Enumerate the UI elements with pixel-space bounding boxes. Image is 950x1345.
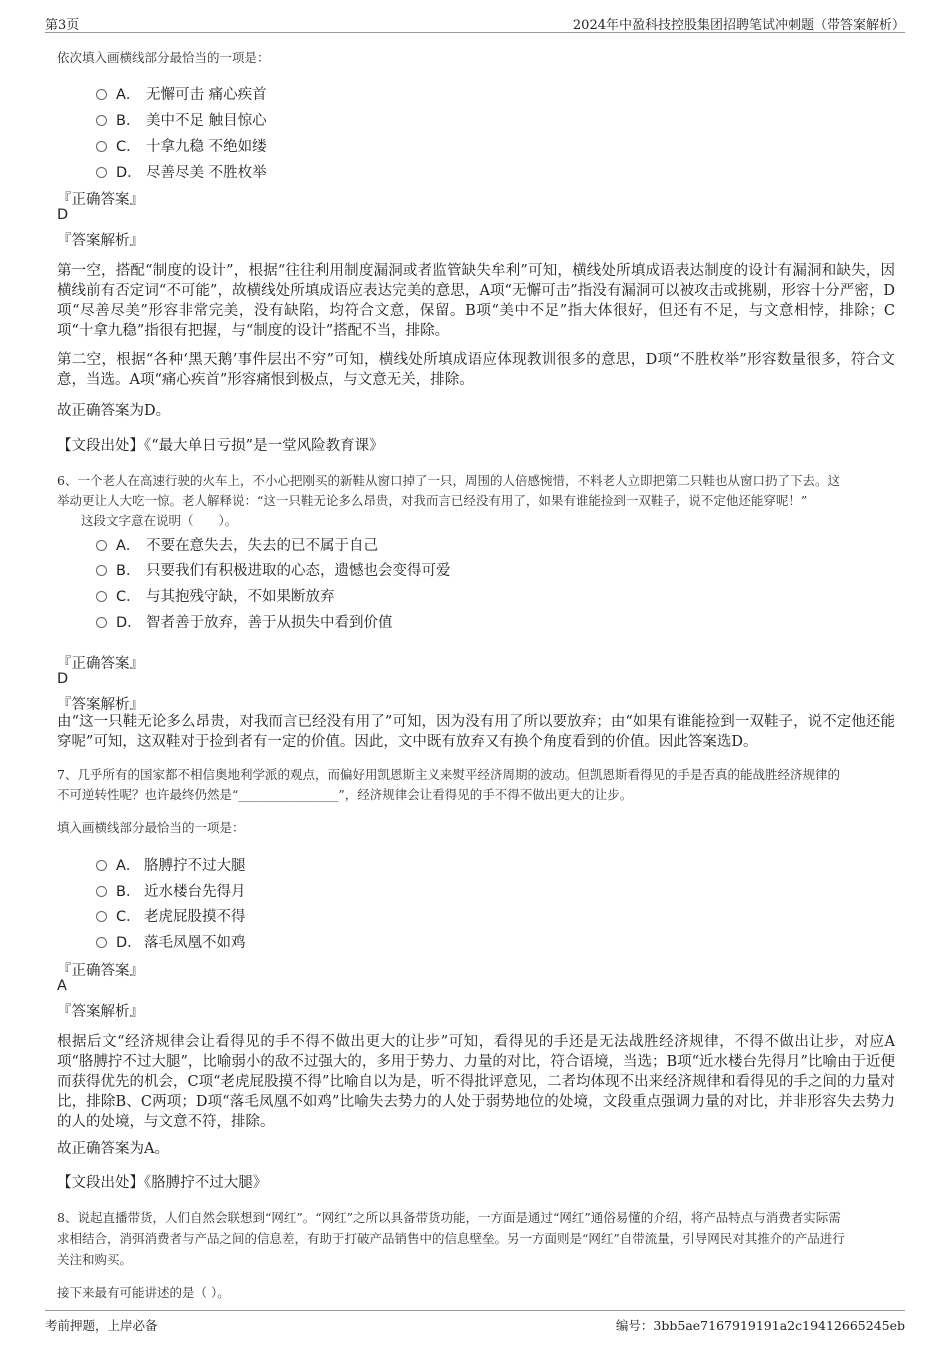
- q8-prompt: 接下来最有可能讲述的是（ ）。: [57, 1285, 230, 1300]
- q6-analysis: 由“这一只鞋无论多么昂贵，对我而言已经没有用了”可知，因为没有用了所以要放弃；由“如果有谁能捡到一双鞋子，说不定他还能穿呢”可知，这双鞋对于捡到者有一定的价值。因此，文中既有放弃又有换个角度看到的价值。因此答案选D。: [57, 714, 895, 750]
- radio-icon[interactable]: [96, 565, 107, 576]
- q6-option-d[interactable]: D． 智者善于放弃，善于从损失中看到价值: [96, 611, 393, 632]
- q5-option-d[interactable]: D． 尽善尽美 不胜枚举: [96, 161, 267, 182]
- q5-answer: D: [57, 207, 69, 223]
- q7-stem-line2: 不可逆转性呢？也许最终仍然是“________________”，经济规律会让看得见的手不得不做出更大的让步。: [57, 787, 633, 802]
- q7-analysis-label: 『答案解析』: [57, 1004, 144, 1020]
- q5-option-a[interactable]: A． 无懈可击 痛心疾首: [96, 83, 267, 104]
- q5-option-b[interactable]: B． 美中不足 触目惊心: [96, 109, 267, 130]
- q7-analysis-p1: 根据后文“经济规律会让看得见的手不得不做出更大的让步”可知，看得见的手还是无法战胜经济规律，不得不做出让步，对应A项“胳膊拧不过大腿”，比喻弱小的敌不过强大的，多用于势力、力量的对比，符合语境，当选；B项“近水楼台先得月”比喻由于近便而获得优先的机会，C项“老虎屁股摸不得”比喻自以为是，听不得批评意见，二者均体现不出来经济规律和看得见的手之间的力量对比，排除B、C两项；D项“落毛凤凰不如鸡”比喻失去势力的人处于弱势地位的处境，文段重点强调力量的对比，并非形容失去势力的人的处境，与文意不符，排除。: [57, 1034, 895, 1130]
- page-number: 第3页: [45, 18, 80, 33]
- q7-analysis-p2: 故正确答案为A。: [57, 1141, 169, 1157]
- q7-option-d[interactable]: D． 落毛凤凰不如鸡: [96, 931, 246, 952]
- q7-answer: A: [57, 978, 67, 994]
- radio-icon[interactable]: [96, 89, 107, 100]
- radio-icon[interactable]: [96, 591, 107, 602]
- q7-option-b[interactable]: B． 近水楼台先得月: [96, 880, 246, 901]
- q7-prompt: 填入画横线部分最恰当的一项是：: [57, 820, 245, 835]
- q5-option-c[interactable]: C． 十拿九稳 不绝如缕: [96, 135, 267, 156]
- radio-icon[interactable]: [96, 540, 107, 551]
- document-id: 编号：3bb5ae7167919191a2c19412665245eb: [615, 1318, 905, 1333]
- q7-source: 【文段出处】《胳膊拧不过大腿》: [57, 1175, 268, 1191]
- q5-answer-label: 『正确答案』: [57, 192, 144, 208]
- page-footer: [45, 1310, 905, 1335]
- footer-slogan: 考前押题，上岸必备: [45, 1318, 158, 1333]
- radio-icon[interactable]: [96, 911, 107, 922]
- q6-stem-line2: 举动更让人大吃一惊。老人解释说：“这一只鞋无论多么昂贵，对我而言已经没有用了，如果有谁能捡到一双鞋子，说不定他还能穿呢！”: [57, 493, 808, 508]
- q8-stem-line3: 关注和购买。: [57, 1252, 133, 1267]
- q8-stem-line1: 8、说起直播带货，人们自然会联想到“网红”。“网红”之所以具备带货功能，一方面是通过“网红”通俗易懂的介绍，将产品特点与消费者实际需: [57, 1210, 841, 1225]
- q5-analysis-p2: 第二空，根据“各种‘黑天鹅’事件层出不穷”可知，横线处所填成语应体现教训很多的意思，D项“不胜枚举”形容数量很多，符合文意，当选。A项“痛心疾首”形容痛恨到极点，与文意无关，排除。: [57, 352, 895, 388]
- q5-analysis-p3: 故正确答案为D。: [57, 403, 171, 419]
- q6-option-a[interactable]: A． 不要在意失去，失去的已不属于自己: [96, 534, 378, 555]
- radio-icon[interactable]: [96, 937, 107, 948]
- q7-option-c[interactable]: C． 老虎屁股摸不得: [96, 905, 246, 926]
- q5-analysis-label: 『答案解析』: [57, 233, 144, 249]
- q8-stem-line2: 求相结合，消弭消费者与产品之间的信息差，有助于打破产品销售中的信息壁垒。另一方面则是“网红”自带流量，引导网民对其推介的产品进行: [57, 1231, 845, 1246]
- radio-icon[interactable]: [96, 617, 107, 628]
- q5-prompt: 依次填入画横线部分最恰当的一项是：: [57, 50, 270, 65]
- radio-icon[interactable]: [96, 141, 107, 152]
- q5-analysis-p1: 第一空，搭配“制度的设计”，根据“往往利用制度漏洞或者监管缺失牟利”可知，横线处所填成语表达制度的设计有漏洞和缺失，因横线前有否定词“不可能”，故横线处所填成语应表达完美的意思，A项“无懈可击”指没有漏洞可以被攻击或挑剔，形容十分严密，D项“尽善尽美”形容非常完美，没有缺陷，均符合文意，保留。B项“美中不足”指大体很好，但还有不足，与文意相悖，排除；C项“十拿九稳”指很有把握，与“制度的设计”搭配不当，排除。: [57, 263, 895, 339]
- radio-icon[interactable]: [96, 167, 107, 178]
- q6-option-c[interactable]: C． 与其抱残守缺，不如果断放弃: [96, 585, 335, 606]
- page-header: [45, 10, 905, 33]
- q5-source: 【文段出处】《“最大单日亏损”是一堂风险教育课》: [57, 438, 384, 454]
- radio-icon[interactable]: [96, 860, 107, 871]
- q6-answer: D: [57, 671, 69, 687]
- q6-stem-line1: 6、一个老人在高速行驶的火车上，不小心把刚买的新鞋从窗口掉了一只，周围的人倍感惋惜，不料老人立即把第二只鞋也从窗口扔了下去。这: [57, 473, 840, 488]
- q6-answer-label: 『正确答案』: [57, 656, 144, 672]
- q6-analysis-label: 『答案解析』: [57, 697, 144, 713]
- q7-option-a[interactable]: A． 胳膊拧不过大腿: [96, 854, 246, 875]
- q6-option-b[interactable]: B． 只要我们有积极进取的心态，遗憾也会变得可爱: [96, 559, 451, 580]
- q7-answer-label: 『正确答案』: [57, 963, 144, 979]
- q6-stem-line3: 这段文字意在说明（ ）。: [81, 513, 238, 528]
- document-title: 2024年中盈科技控股集团招聘笔试冲刺题（带答案解析）: [572, 18, 905, 33]
- radio-icon[interactable]: [96, 115, 107, 126]
- q7-stem-line1: 7、几乎所有的国家都不相信奥地利学派的观点，而偏好用凯恩斯主义来熨平经济周期的波动。但凯恩斯看得见的手是否真的能战胜经济规律的: [57, 767, 840, 782]
- radio-icon[interactable]: [96, 886, 107, 897]
